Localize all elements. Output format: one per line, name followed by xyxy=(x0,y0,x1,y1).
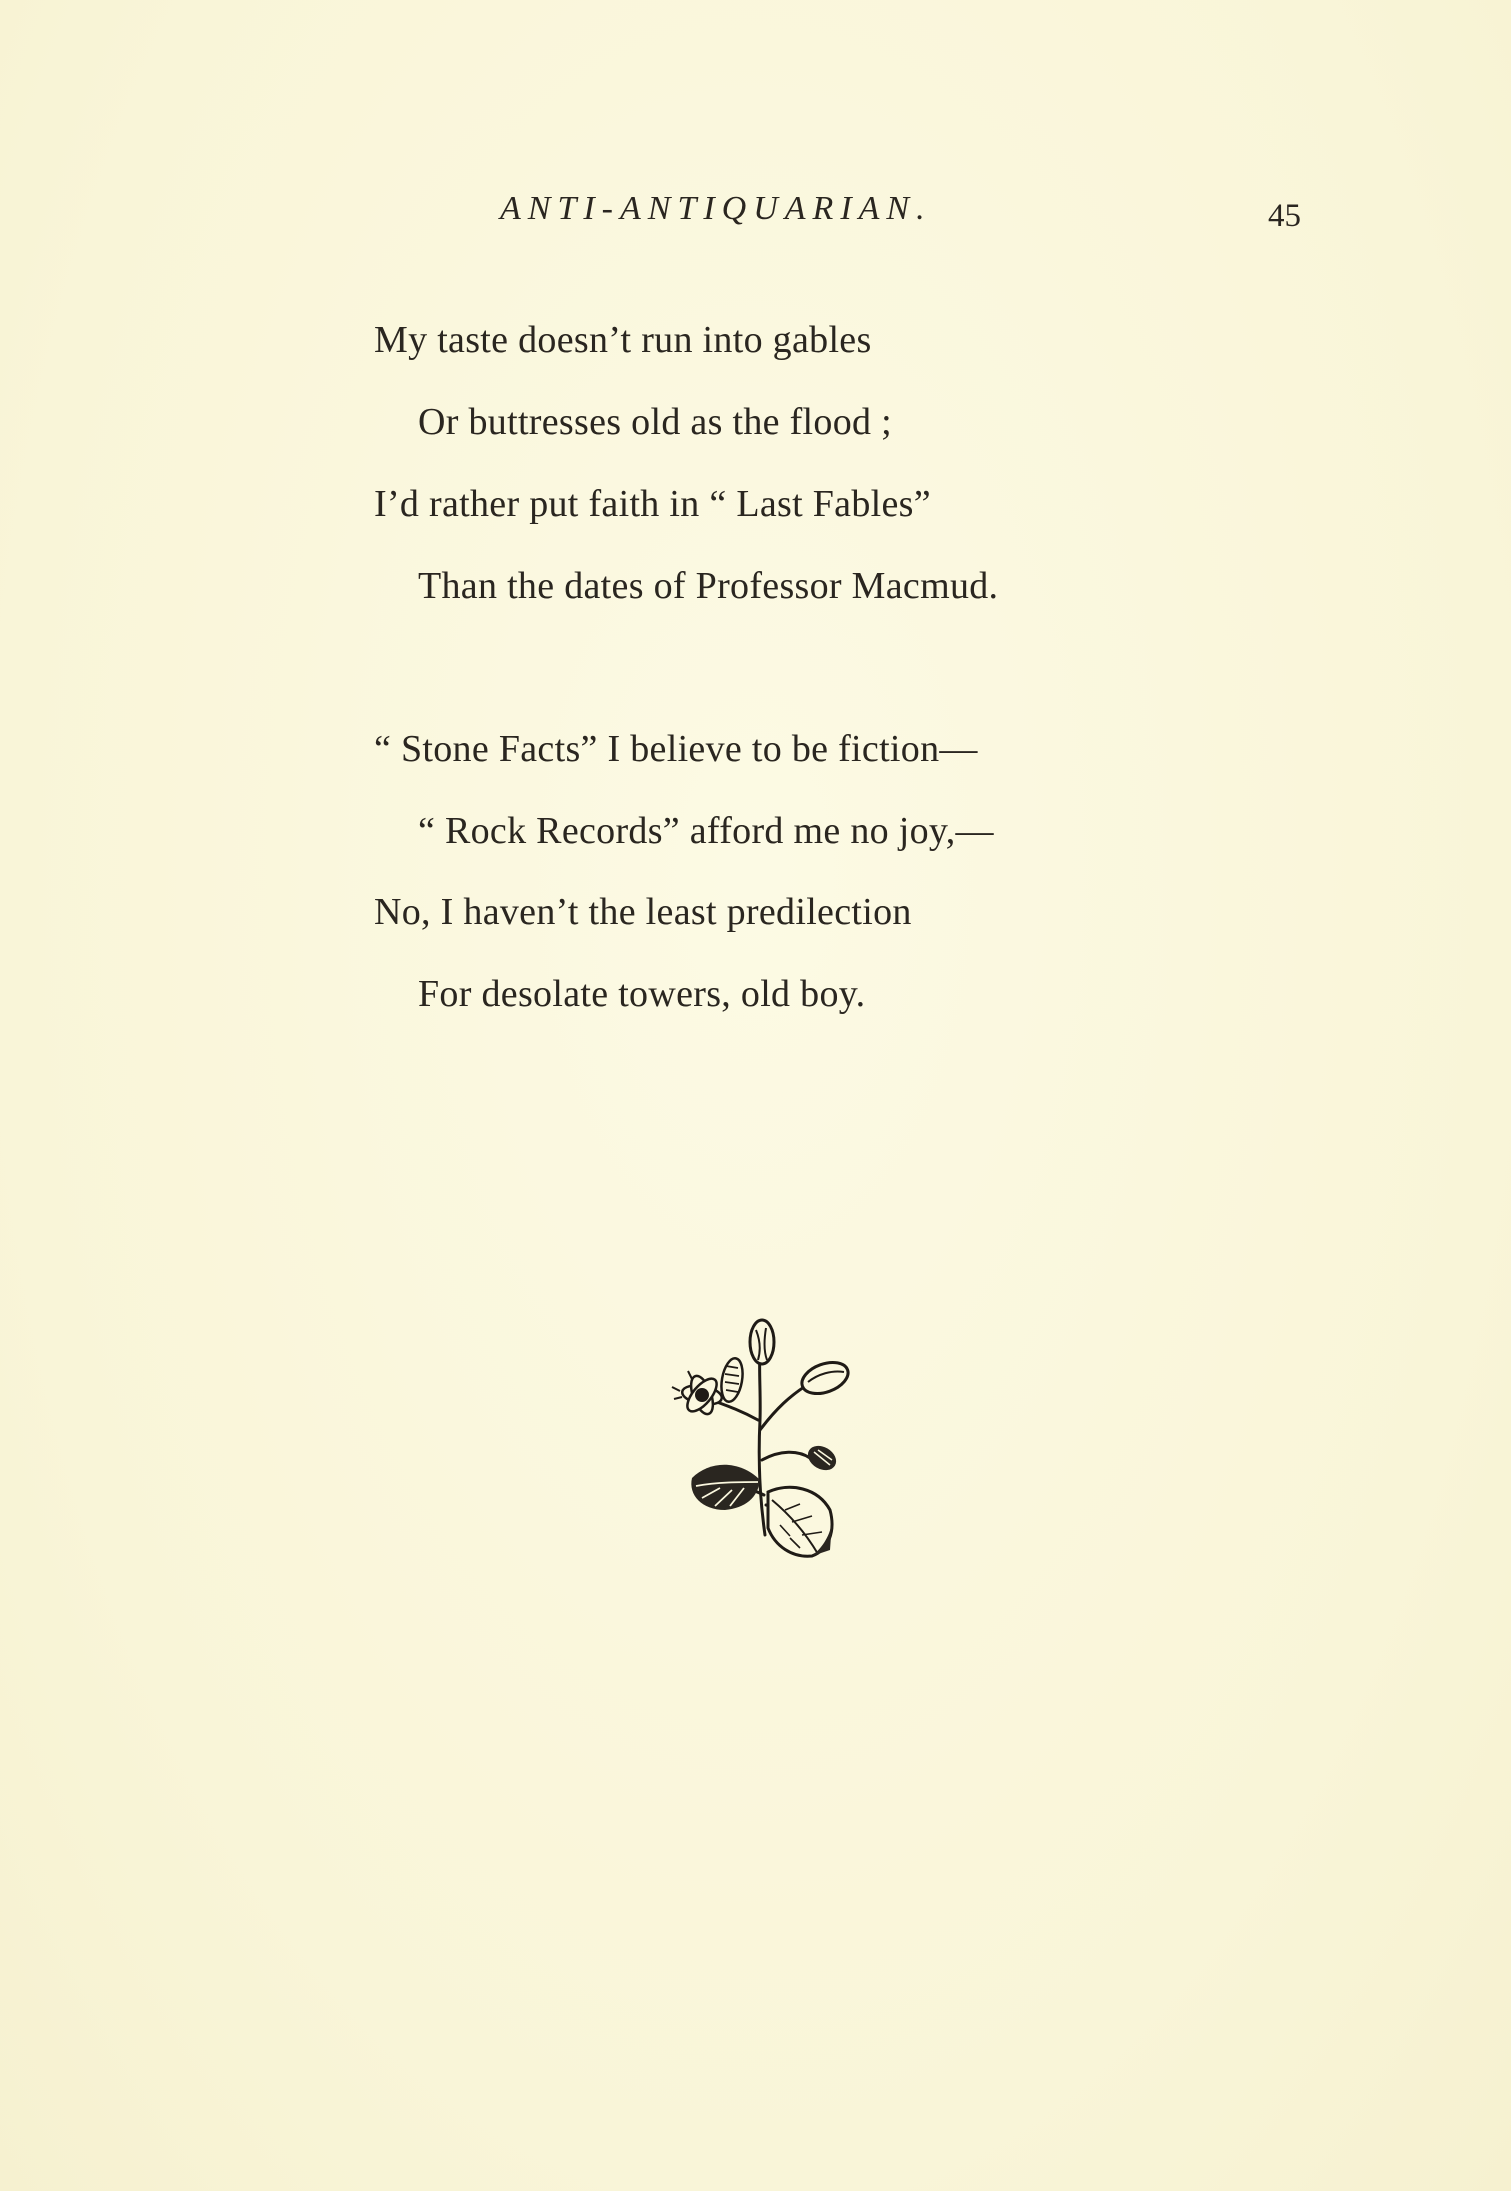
poem-line: For desolate towers, old boy. xyxy=(418,973,866,1015)
poem-line: Than the dates of Professor Macmud. xyxy=(418,565,999,607)
poem-line: “ Rock Records” afford me no joy,— xyxy=(418,810,994,852)
running-title: ANTI-ANTIQUARIAN. xyxy=(500,190,932,227)
poem-line: “ Stone Facts” I believe to be fiction— xyxy=(374,728,978,770)
poem-line: Or buttresses old as the flood ; xyxy=(418,401,892,443)
floral-vignette-icon xyxy=(640,1310,880,1570)
running-head xyxy=(0,190,1511,250)
poem-line: I’d rather put faith in “ Last Fables” xyxy=(374,483,931,525)
poem-line: My taste doesn’t run into gables xyxy=(374,319,872,361)
poem-line: No, I haven’t the least predilection xyxy=(374,891,912,933)
page-number: 45 xyxy=(1268,198,1301,234)
